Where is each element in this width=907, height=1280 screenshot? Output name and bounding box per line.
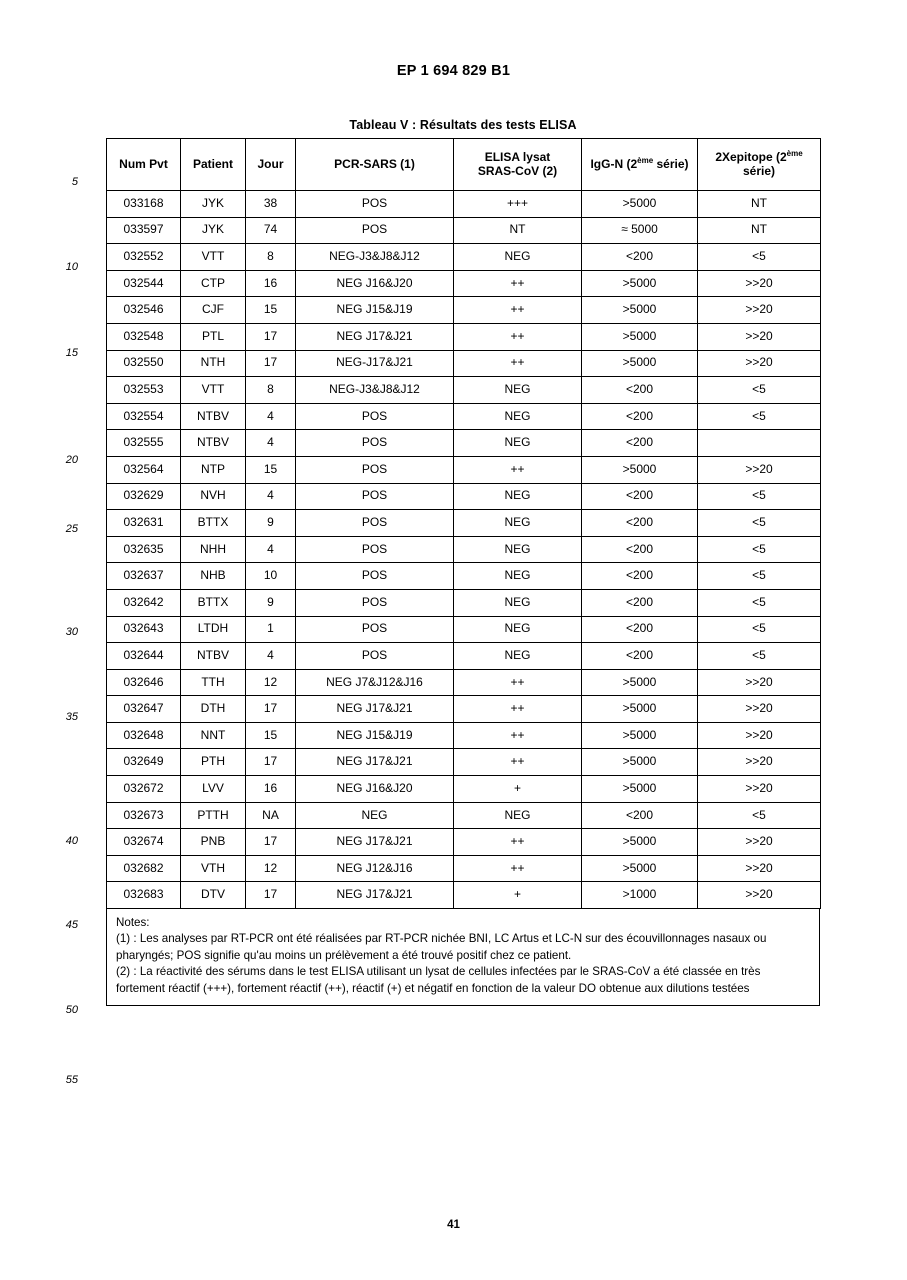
patent-number: EP 1 694 829 B1 (396, 63, 511, 79)
table-header-row (107, 139, 821, 191)
cell-num_pvt: 032643 (107, 616, 181, 643)
table-row (107, 802, 821, 829)
notes-heading: Notes: (116, 916, 150, 930)
cell-pcr_sars: NEG J17&J21 (296, 882, 454, 909)
table-row (107, 616, 821, 643)
cell-jour: 9 (246, 589, 296, 616)
column-header-igg-n-sup: ème (637, 155, 654, 165)
table-body (107, 191, 821, 909)
cell-elisa: ++ (454, 829, 582, 856)
cell-patient: NTP (181, 456, 246, 483)
line-number-35: 35 (65, 711, 78, 723)
cell-num_pvt: 032553 (107, 377, 181, 404)
table-row (107, 191, 821, 218)
cell-num_pvt: 032564 (107, 456, 181, 483)
cell-x2epitope: <5 (698, 244, 821, 271)
cell-elisa: ++ (454, 270, 582, 297)
table-row (107, 749, 821, 776)
cell-x2epitope: <5 (698, 802, 821, 829)
cell-jour: 9 (246, 510, 296, 537)
cell-jour: 74 (246, 217, 296, 244)
cell-x2epitope: >>20 (698, 829, 821, 856)
cell-x2epitope: >>20 (698, 722, 821, 749)
cell-patient: JYK (181, 217, 246, 244)
cell-pcr_sars: POS (296, 483, 454, 510)
cell-num_pvt: 032648 (107, 722, 181, 749)
cell-num_pvt: 032544 (107, 270, 181, 297)
cell-pcr_sars: NEG-J3&J8&J12 (296, 377, 454, 404)
cell-num_pvt: 032550 (107, 350, 181, 377)
cell-pcr_sars: NEG-J17&J21 (296, 350, 454, 377)
cell-pcr_sars: POS (296, 643, 454, 670)
cell-jour: 15 (246, 456, 296, 483)
table-row (107, 722, 821, 749)
cell-num_pvt: 032637 (107, 563, 181, 590)
cell-pcr_sars: NEG J17&J21 (296, 696, 454, 723)
cell-pcr_sars: POS (296, 510, 454, 537)
cell-num_pvt: 032672 (107, 776, 181, 803)
table-row (107, 297, 821, 324)
cell-igg_n: >5000 (582, 696, 698, 723)
cell-elisa: ++ (454, 855, 582, 882)
cell-jour: 15 (246, 722, 296, 749)
table-row (107, 696, 821, 723)
cell-patient: CJF (181, 297, 246, 324)
cell-jour: 17 (246, 350, 296, 377)
cell-pcr_sars: POS (296, 536, 454, 563)
cell-x2epitope: >>20 (698, 882, 821, 909)
cell-jour: NA (246, 802, 296, 829)
cell-jour: 17 (246, 323, 296, 350)
cell-igg_n: <200 (582, 616, 698, 643)
table-row (107, 217, 821, 244)
cell-jour: 8 (246, 377, 296, 404)
cell-jour: 12 (246, 855, 296, 882)
cell-patient: VTT (181, 377, 246, 404)
cell-igg_n: <200 (582, 430, 698, 457)
cell-jour: 17 (246, 749, 296, 776)
cell-x2epitope: NT (698, 191, 821, 218)
table-row (107, 430, 821, 457)
cell-patient: NHH (181, 536, 246, 563)
cell-elisa: NEG (454, 589, 582, 616)
cell-num_pvt: 033597 (107, 217, 181, 244)
cell-num_pvt: 032682 (107, 855, 181, 882)
cell-igg_n: >5000 (582, 456, 698, 483)
cell-num_pvt: 032548 (107, 323, 181, 350)
cell-elisa: NEG (454, 430, 582, 457)
cell-igg_n: >5000 (582, 722, 698, 749)
cell-patient: LTDH (181, 616, 246, 643)
elisa-results-table (106, 138, 821, 909)
cell-patient: NTBV (181, 430, 246, 457)
cell-elisa: + (454, 776, 582, 803)
cell-pcr_sars: POS (296, 589, 454, 616)
cell-pcr_sars: NEG-J3&J8&J12 (296, 244, 454, 271)
cell-igg_n: >5000 (582, 749, 698, 776)
cell-elisa: NEG (454, 643, 582, 670)
table-title: Tableau V : Résultats des tests ELISA (349, 118, 577, 132)
cell-igg_n: <200 (582, 377, 698, 404)
cell-elisa: ++ (454, 749, 582, 776)
cell-x2epitope: >>20 (698, 855, 821, 882)
page-number: 41 (447, 1219, 460, 1231)
cell-igg_n: <200 (582, 802, 698, 829)
column-header-igg-n (582, 139, 698, 191)
table-row (107, 350, 821, 377)
cell-elisa: NEG (454, 802, 582, 829)
cell-x2epitope: >>20 (698, 270, 821, 297)
cell-igg_n: <200 (582, 510, 698, 537)
cell-jour: 4 (246, 536, 296, 563)
cell-x2epitope: <5 (698, 616, 821, 643)
table-row (107, 669, 821, 696)
line-number-55: 55 (65, 1074, 78, 1086)
cell-x2epitope: >>20 (698, 297, 821, 324)
line-number-20: 20 (65, 454, 78, 466)
cell-elisa: ++ (454, 350, 582, 377)
table-row (107, 855, 821, 882)
cell-patient: JYK (181, 191, 246, 218)
cell-elisa: NEG (454, 483, 582, 510)
cell-elisa: ++ (454, 669, 582, 696)
cell-num_pvt: 032546 (107, 297, 181, 324)
cell-igg_n: <200 (582, 536, 698, 563)
cell-jour: 15 (246, 297, 296, 324)
cell-num_pvt: 032554 (107, 403, 181, 430)
note-1: (1) : Les analyses par RT-PCR ont été réalisées par RT-PCR nichée BNI, LC Artus et LC-N sur des écouvillonnages nasaux ou pharyngés; POS signifie qu'au moins un prélèvement a été trouvé positif chez ce patient. (116, 932, 767, 962)
cell-pcr_sars: NEG J16&J20 (296, 270, 454, 297)
cell-num_pvt: 032674 (107, 829, 181, 856)
cell-igg_n: <200 (582, 403, 698, 430)
cell-jour: 17 (246, 696, 296, 723)
cell-num_pvt: 032555 (107, 430, 181, 457)
cell-num_pvt: 032635 (107, 536, 181, 563)
cell-pcr_sars: POS (296, 403, 454, 430)
cell-pcr_sars: NEG J16&J20 (296, 776, 454, 803)
cell-igg_n: >5000 (582, 669, 698, 696)
column-header-2xepitope (698, 139, 821, 191)
table-row (107, 643, 821, 670)
cell-pcr_sars: POS (296, 217, 454, 244)
cell-patient: VTT (181, 244, 246, 271)
table-row (107, 776, 821, 803)
cell-x2epitope: >>20 (698, 350, 821, 377)
cell-x2epitope: <5 (698, 510, 821, 537)
cell-x2epitope (698, 430, 821, 457)
cell-patient: NTH (181, 350, 246, 377)
cell-elisa: +++ (454, 191, 582, 218)
column-header-igg-n-post: série) (653, 156, 689, 171)
line-number-margin (0, 0, 100, 1280)
cell-patient: BTTX (181, 589, 246, 616)
cell-x2epitope: <5 (698, 563, 821, 590)
cell-num_pvt: 032649 (107, 749, 181, 776)
cell-igg_n: >5000 (582, 270, 698, 297)
cell-igg_n: >5000 (582, 191, 698, 218)
table-block (106, 118, 820, 1006)
column-header-elisa-line1: ELISA lysat (484, 149, 551, 164)
cell-elisa: ++ (454, 297, 582, 324)
cell-pcr_sars: NEG J15&J19 (296, 722, 454, 749)
cell-jour: 17 (246, 829, 296, 856)
cell-patient: NVH (181, 483, 246, 510)
column-header-elisa-line2: SRAS-CoV (2) (477, 163, 558, 178)
cell-jour: 17 (246, 882, 296, 909)
table-row (107, 829, 821, 856)
cell-x2epitope: <5 (698, 536, 821, 563)
cell-num_pvt: 032646 (107, 669, 181, 696)
cell-jour: 1 (246, 616, 296, 643)
cell-patient: NTBV (181, 643, 246, 670)
cell-num_pvt: 032683 (107, 882, 181, 909)
cell-elisa: ++ (454, 456, 582, 483)
column-header-jour: Jour (246, 139, 296, 191)
cell-igg_n: <200 (582, 589, 698, 616)
column-header-elisa-lysat (454, 139, 582, 191)
cell-x2epitope: <5 (698, 589, 821, 616)
cell-patient: NTBV (181, 403, 246, 430)
line-number-40: 40 (65, 835, 78, 847)
cell-x2epitope: NT (698, 217, 821, 244)
column-header-patient: Patient (181, 139, 246, 191)
table-row (107, 377, 821, 404)
cell-elisa: NEG (454, 563, 582, 590)
cell-igg_n: >5000 (582, 776, 698, 803)
notes-box (106, 909, 820, 1006)
cell-pcr_sars: NEG (296, 802, 454, 829)
cell-patient: NHB (181, 563, 246, 590)
cell-pcr_sars: NEG J7&J12&J16 (296, 669, 454, 696)
cell-igg_n: >5000 (582, 350, 698, 377)
cell-igg_n: <200 (582, 244, 698, 271)
cell-patient: PTL (181, 323, 246, 350)
cell-x2epitope: >>20 (698, 696, 821, 723)
cell-pcr_sars: NEG J17&J21 (296, 829, 454, 856)
cell-igg_n: >1000 (582, 882, 698, 909)
table-row (107, 244, 821, 271)
cell-jour: 8 (246, 244, 296, 271)
column-header-2xepitope-post: série) (742, 163, 776, 178)
cell-patient: DTV (181, 882, 246, 909)
table-row (107, 483, 821, 510)
cell-x2epitope: >>20 (698, 456, 821, 483)
cell-jour: 4 (246, 430, 296, 457)
cell-pcr_sars: POS (296, 430, 454, 457)
table-row (107, 882, 821, 909)
cell-num_pvt: 032673 (107, 802, 181, 829)
cell-elisa: NEG (454, 403, 582, 430)
cell-igg_n: >5000 (582, 297, 698, 324)
note-2: (2) : La réactivité des sérums dans le test ELISA utilisant un lysat de cellules infectées par le SRAS-CoV a été classée en très fortement réactif (+++), fortement réactif (++), réactif (+) et négatif en fonction de la valeur DO obtenue aux dilutions testées (116, 965, 761, 995)
column-header-num-pvt: Num Pvt (107, 139, 181, 191)
line-number-15: 15 (65, 347, 78, 359)
cell-patient: PNB (181, 829, 246, 856)
cell-pcr_sars: POS (296, 191, 454, 218)
cell-elisa: NT (454, 217, 582, 244)
cell-jour: 16 (246, 270, 296, 297)
cell-num_pvt: 032552 (107, 244, 181, 271)
cell-igg_n: >5000 (582, 323, 698, 350)
cell-elisa: ++ (454, 696, 582, 723)
table-row (107, 323, 821, 350)
cell-x2epitope: <5 (698, 483, 821, 510)
column-header-pcr-sars: PCR-SARS (1) (296, 139, 454, 191)
cell-jour: 10 (246, 563, 296, 590)
cell-patient: VTH (181, 855, 246, 882)
cell-pcr_sars: POS (296, 616, 454, 643)
table-row (107, 403, 821, 430)
cell-elisa: NEG (454, 377, 582, 404)
cell-patient: CTP (181, 270, 246, 297)
cell-num_pvt: 032644 (107, 643, 181, 670)
table-row (107, 536, 821, 563)
line-number-10: 10 (65, 261, 78, 273)
cell-patient: DTH (181, 696, 246, 723)
cell-igg_n: <200 (582, 563, 698, 590)
table-row (107, 270, 821, 297)
cell-elisa: NEG (454, 244, 582, 271)
cell-igg_n: >5000 (582, 855, 698, 882)
cell-num_pvt: 032629 (107, 483, 181, 510)
line-number-25: 25 (65, 523, 78, 535)
column-header-igg-n-pre: IgG-N (2 (590, 156, 638, 171)
cell-jour: 4 (246, 403, 296, 430)
cell-num_pvt: 032642 (107, 589, 181, 616)
cell-igg_n: ≈ 5000 (582, 217, 698, 244)
cell-x2epitope: >>20 (698, 323, 821, 350)
cell-patient: LVV (181, 776, 246, 803)
cell-pcr_sars: NEG J17&J21 (296, 749, 454, 776)
cell-jour: 16 (246, 776, 296, 803)
cell-num_pvt: 032631 (107, 510, 181, 537)
table-row (107, 510, 821, 537)
line-number-5: 5 (71, 176, 78, 188)
cell-jour: 4 (246, 483, 296, 510)
cell-igg_n: >5000 (582, 829, 698, 856)
cell-patient: BTTX (181, 510, 246, 537)
cell-patient: NNT (181, 722, 246, 749)
cell-elisa: + (454, 882, 582, 909)
cell-elisa: NEG (454, 510, 582, 537)
cell-elisa: NEG (454, 616, 582, 643)
cell-patient: TTH (181, 669, 246, 696)
table-row (107, 456, 821, 483)
cell-x2epitope: <5 (698, 377, 821, 404)
line-number-45: 45 (65, 919, 78, 931)
cell-jour: 12 (246, 669, 296, 696)
cell-x2epitope: >>20 (698, 669, 821, 696)
cell-elisa: NEG (454, 536, 582, 563)
line-number-30: 30 (65, 626, 78, 638)
cell-patient: PTTH (181, 802, 246, 829)
cell-pcr_sars: POS (296, 456, 454, 483)
table-row (107, 563, 821, 590)
cell-pcr_sars: POS (296, 563, 454, 590)
cell-x2epitope: >>20 (698, 776, 821, 803)
column-header-2xepitope-sup: ème (786, 148, 803, 158)
cell-pcr_sars: NEG J15&J19 (296, 297, 454, 324)
cell-x2epitope: <5 (698, 643, 821, 670)
cell-elisa: ++ (454, 722, 582, 749)
cell-pcr_sars: NEG J17&J21 (296, 323, 454, 350)
table-row (107, 589, 821, 616)
cell-jour: 38 (246, 191, 296, 218)
cell-x2epitope: <5 (698, 403, 821, 430)
column-header-2xepitope-pre: 2Xepitope (2 (715, 149, 787, 164)
line-number-50: 50 (65, 1004, 78, 1016)
cell-igg_n: <200 (582, 483, 698, 510)
cell-num_pvt: 033168 (107, 191, 181, 218)
cell-pcr_sars: NEG J12&J16 (296, 855, 454, 882)
cell-patient: PTH (181, 749, 246, 776)
cell-num_pvt: 032647 (107, 696, 181, 723)
cell-elisa: ++ (454, 323, 582, 350)
cell-igg_n: <200 (582, 643, 698, 670)
cell-jour: 4 (246, 643, 296, 670)
cell-x2epitope: >>20 (698, 749, 821, 776)
